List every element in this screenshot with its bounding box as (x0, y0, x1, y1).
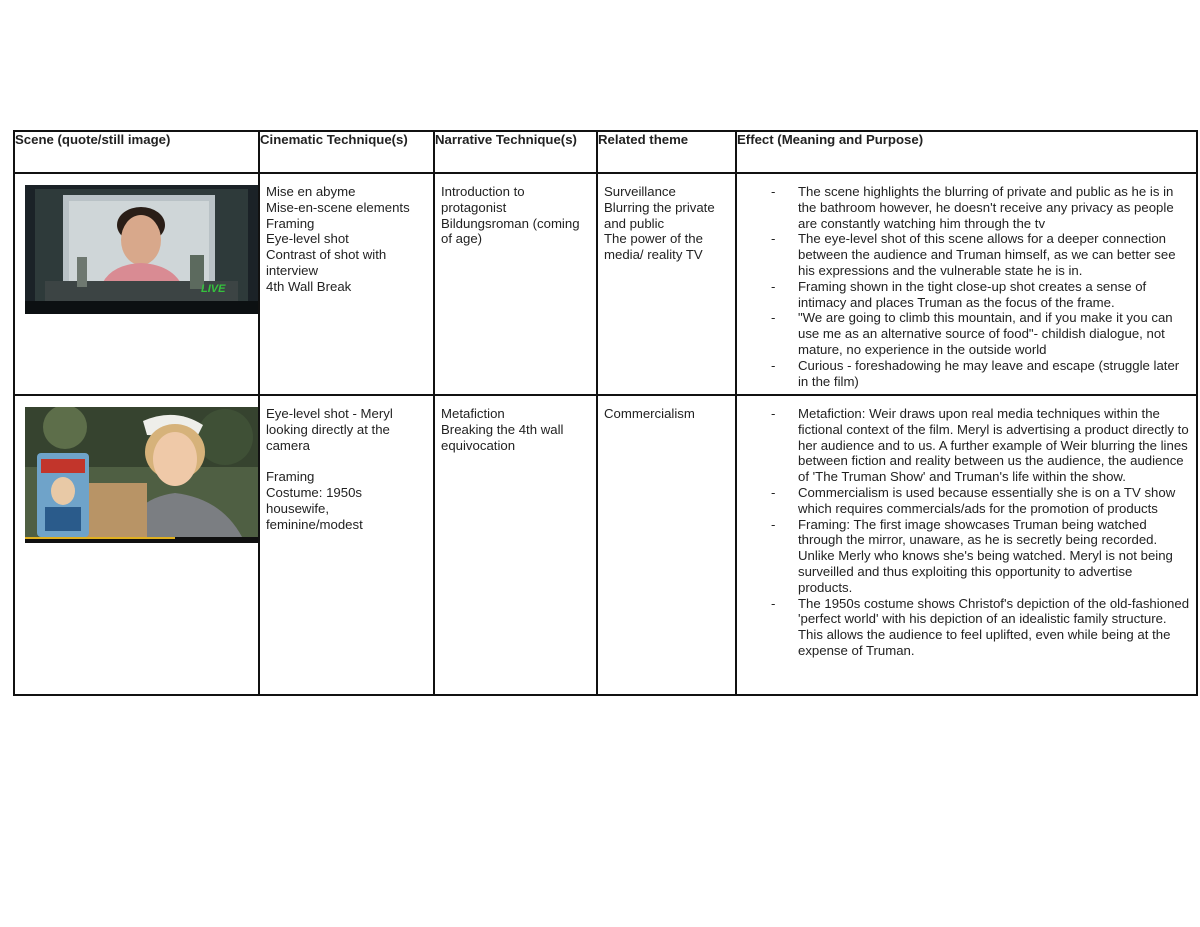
bullet-dash: - (771, 184, 776, 199)
list-item (743, 358, 1190, 390)
list-item (743, 231, 1190, 278)
narrative-cell (434, 173, 597, 395)
effect-text: Curious - foreshadowing he may leave and escape (struggle later in the film) (798, 357, 1180, 389)
header-narrative: Narrative Technique(s) (434, 131, 597, 173)
header-scene: Scene (quote/still image) (14, 131, 259, 173)
bullet-dash: - (771, 310, 776, 326)
bullet-dash: - (771, 231, 776, 247)
effect-text: "We are going to climb this mountain, and if you make it you can use me as an alternative source of food"- childish dialogue, not mature, no experience in the outside world (798, 310, 1173, 357)
bullet-dash: - (771, 484, 776, 500)
effect-text: The eye-level shot of this scene allows for a deeper connection between the audience and Truman himself, as we can better see his expressions and the vulnerable state he is in. (798, 231, 1176, 278)
theme-cell (597, 173, 736, 395)
scene-cell (14, 173, 259, 395)
header-cinematic: Cinematic Technique(s) (259, 131, 434, 173)
scene-cell (14, 395, 259, 695)
bullet-dash: - (771, 278, 776, 294)
header-effect: Effect (Meaning and Purpose) (736, 131, 1197, 173)
list-item (743, 184, 1190, 231)
effect-text: Commercialism is used because essentially she is on a TV show which requires commercials/ads for the promotion of products (798, 484, 1176, 516)
cinematic-cell (259, 173, 434, 395)
list-item (743, 517, 1190, 596)
bullet-dash: - (771, 357, 776, 373)
list-item (743, 406, 1190, 485)
bullet-dash: - (771, 406, 776, 421)
effect-text: Metafiction: Weir draws upon real media techniques within the fictional context of the film. Meryl is advertising a product directly to her audience and to us. A further example of Weir blurring the lines between fiction and reality between us the audience, the audience of 'The Truman Show' and Truman's life within the show. (798, 406, 1189, 485)
list-item (743, 485, 1190, 517)
live-label: LIVE (201, 283, 226, 295)
bullet-dash: - (771, 595, 776, 611)
meryl-advertising-still-image (25, 407, 258, 543)
list-item (743, 596, 1190, 659)
effect-text: Framing: The first image showcases Truman being watched through the mirror, unaware, as he is secretly being recorded. Unlike Merly who knows she's being watched. Meryl is not being surveilled and thus exploiting this opportunity to advertise products. (798, 516, 1173, 595)
cinematic-text: Eye-level shot - Meryl looking directly at the camera Framing Costume: 1950s housewife, feminine/modest (266, 406, 393, 532)
effect-text: The 1950s costume shows Christof's depiction of the old-fashioned 'perfect world' with his depiction of an idealistic family structure. This allows the audience to feel uplifted, even while being at the expense of Truman. (798, 595, 1190, 658)
table-row (14, 173, 1197, 395)
effect-text: The scene highlights the blurring of private and public as he is in the bathroom however, he doesn't receive any privacy as people are constantly watching him through the tv (798, 184, 1174, 231)
effect-cell (736, 173, 1197, 395)
effects-list (737, 174, 1196, 389)
cinematic-text: Mise en abyme Mise-en-scene elements Framing Eye-level shot Contrast of shot with interview 4th Wall Break (266, 184, 410, 294)
narrative-text: Metafiction Breaking the 4th wall equivocation (441, 406, 564, 453)
header-theme: Related theme (597, 131, 736, 173)
bullet-dash: - (771, 516, 776, 532)
narrative-cell (434, 395, 597, 695)
header-row (14, 131, 1197, 173)
truman-bathroom-still-image (25, 185, 258, 314)
theme-text: Surveillance Blurring the private and public The power of the media/ reality TV (604, 184, 715, 263)
narrative-text: Introduction to protagonist Bildungsroman (coming of age) (441, 184, 580, 247)
list-item (743, 310, 1190, 357)
theme-text: Commercialism (604, 406, 695, 421)
effect-text: Framing shown in the tight close-up shot creates a sense of intimacy and places Truman as the focus of the frame. (798, 278, 1147, 310)
theme-cell (597, 395, 736, 695)
table-row (14, 395, 1197, 695)
effect-cell (736, 395, 1197, 695)
cinematic-cell (259, 395, 434, 695)
effects-list (737, 396, 1196, 659)
list-item (743, 279, 1190, 311)
analysis-table (13, 130, 1198, 696)
